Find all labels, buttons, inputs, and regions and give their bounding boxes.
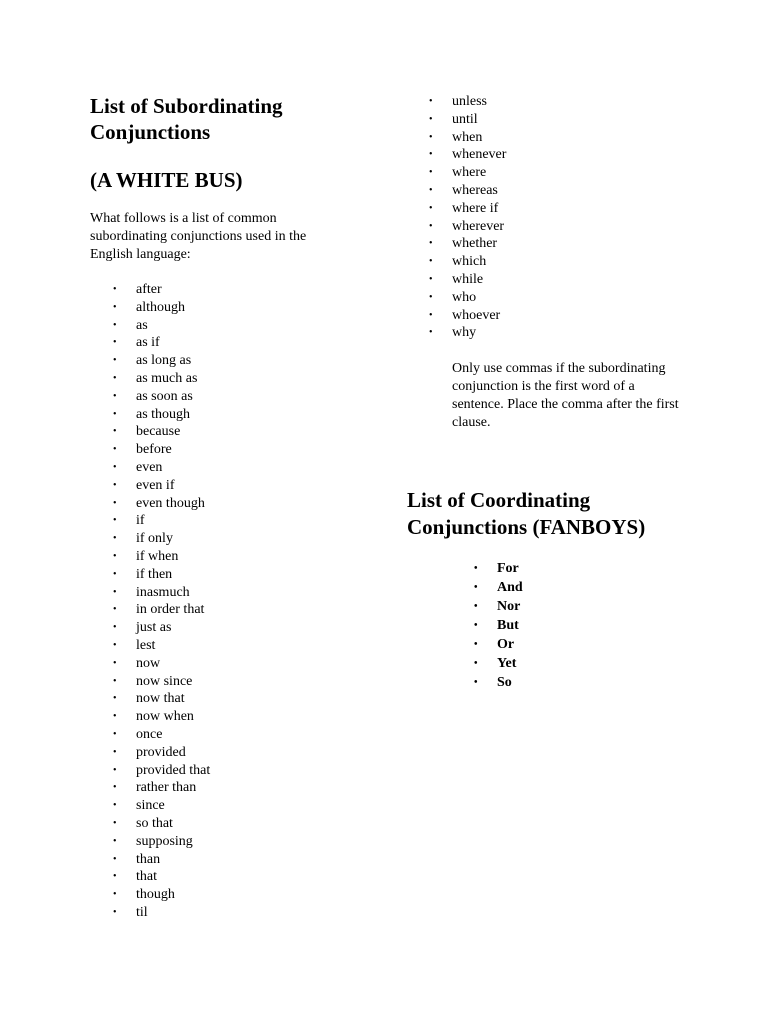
list-item: [474, 673, 523, 692]
bullet-icon: •: [113, 675, 117, 687]
list-item: [113, 904, 210, 922]
list-item: [113, 726, 210, 744]
list-item-text: wherever: [452, 218, 505, 234]
list-item-text: since: [136, 798, 165, 814]
list-item-text: once: [136, 726, 163, 742]
list-item-text: whether: [452, 236, 498, 252]
list-item: [429, 324, 506, 342]
list-item: [474, 597, 523, 616]
list-item-text: before: [136, 442, 172, 458]
comma-usage-note: Only use commas if the subordinating conjunction is the first word of a sentence. Place the comma after the first clause.: [452, 361, 679, 430]
list-item-text: whenever: [452, 147, 507, 163]
list-item-text: just as: [136, 620, 172, 636]
list-item-text: why: [452, 325, 477, 341]
list-item: [113, 584, 210, 602]
bullet-icon: •: [429, 273, 433, 285]
list-item: [113, 495, 210, 513]
list-item: [113, 388, 210, 406]
bullet-icon: •: [429, 220, 433, 232]
list-item-text: And: [497, 580, 523, 595]
list-item: [113, 762, 211, 780]
list-item-text: lest: [136, 637, 156, 653]
bullet-icon: •: [113, 622, 117, 634]
bullet-icon: •: [113, 301, 117, 313]
bullet-icon: •: [113, 800, 117, 812]
bullet-icon: •: [429, 96, 433, 107]
list-item-text: if when: [136, 548, 179, 564]
bullet-icon: •: [113, 515, 117, 527]
list-item-text: though: [136, 887, 175, 903]
list-item: [113, 406, 210, 424]
list-item: [113, 459, 210, 477]
bullet-icon: •: [474, 582, 478, 593]
bullet-icon: •: [113, 853, 117, 865]
coordinating-title: List of Coordinating Conjunctions (FANBOYS): [407, 488, 646, 539]
list-item: [474, 559, 523, 578]
list-item-text: supposing: [136, 833, 193, 849]
bullet-icon: •: [429, 238, 433, 250]
list-item: [113, 708, 210, 726]
bullet-icon: •: [113, 782, 117, 794]
list-item: [113, 334, 210, 352]
list-item: [429, 271, 506, 289]
list-item: [113, 530, 210, 548]
list-item: [113, 851, 210, 869]
list-item-text: than: [136, 851, 161, 867]
bullet-icon: •: [113, 479, 117, 491]
bullet-icon: •: [113, 497, 117, 509]
bullet-icon: •: [113, 586, 117, 598]
bullet-icon: •: [429, 202, 433, 214]
bullet-icon: •: [113, 390, 117, 402]
list-item-text: where if: [452, 200, 499, 216]
list-item-text: inasmuch: [136, 584, 190, 600]
list-item-text: where: [452, 165, 487, 181]
subordinating-list-2: [429, 93, 507, 342]
subordinating-section: [90, 93, 350, 264]
list-item-text: after: [136, 282, 162, 297]
list-item: [429, 200, 506, 218]
list-item-text: while: [452, 271, 484, 287]
subordinating-title: List of Subordinating Conjunctions: [90, 94, 283, 144]
bullet-icon: •: [113, 461, 117, 473]
list-item-text: as: [136, 317, 148, 333]
list-item-text: although: [136, 299, 185, 315]
list-item: [429, 146, 507, 164]
bullet-icon: •: [113, 728, 117, 740]
list-item-text: even: [136, 459, 163, 475]
list-item: [113, 744, 210, 762]
list-item: [429, 235, 506, 253]
list-item-text: until: [452, 111, 478, 127]
list-item: [113, 601, 210, 619]
list-item: [429, 289, 506, 307]
list-item-text: So: [497, 675, 512, 690]
list-item: [113, 797, 210, 815]
bullet-icon: •: [113, 426, 117, 438]
bullet-icon: •: [429, 309, 433, 321]
bullet-icon: •: [429, 291, 433, 303]
list-item-text: whereas: [452, 182, 498, 198]
bullet-icon: •: [113, 657, 117, 669]
bullet-icon: •: [113, 533, 117, 545]
bullet-icon: •: [113, 372, 117, 384]
list-item: [113, 423, 210, 441]
bullet-icon: •: [474, 639, 478, 650]
bullet-icon: •: [113, 639, 117, 651]
list-item-text: if only: [136, 531, 173, 547]
bullet-icon: •: [113, 889, 117, 901]
subordinating-intro: What follows is a list of common subordinating conjunctions used in the English language:: [90, 211, 307, 262]
list-item-text: Nor: [497, 599, 521, 614]
list-item: [429, 307, 506, 325]
list-item: [429, 93, 506, 111]
list-item-text: as soon as: [136, 388, 193, 404]
list-item: [474, 654, 523, 673]
bullet-icon: •: [113, 871, 117, 883]
list-item: [113, 673, 210, 691]
list-item-text: provided: [136, 744, 186, 760]
bullet-icon: •: [113, 550, 117, 562]
list-item-text: rather than: [136, 780, 197, 796]
list-item: [113, 779, 210, 797]
bullet-icon: •: [474, 677, 478, 688]
list-item-text: But: [497, 618, 519, 633]
list-item: [113, 619, 210, 637]
bullet-icon: •: [429, 131, 433, 143]
bullet-icon: •: [113, 746, 117, 758]
list-item-text: unless: [452, 94, 487, 109]
bullet-icon: •: [474, 620, 478, 631]
list-item: [113, 317, 210, 335]
list-item: [429, 218, 506, 236]
bullet-icon: •: [429, 327, 433, 339]
list-item: [113, 370, 210, 388]
bullet-icon: •: [429, 149, 433, 161]
bullet-icon: •: [474, 658, 478, 669]
list-item: [429, 253, 506, 271]
bullet-icon: •: [113, 284, 117, 295]
list-item: [113, 548, 210, 566]
bullet-icon: •: [429, 184, 433, 196]
list-item: [429, 111, 506, 129]
bullet-icon: •: [113, 444, 117, 456]
list-item: [113, 637, 210, 655]
list-item-text: if then: [136, 566, 173, 582]
bullet-icon: •: [113, 711, 117, 723]
list-item-text: even though: [136, 495, 205, 511]
bullet-icon: •: [429, 256, 433, 268]
bullet-icon: •: [113, 604, 117, 616]
list-item: [113, 441, 210, 459]
bullet-icon: •: [429, 167, 433, 179]
bullet-icon: •: [113, 319, 117, 331]
list-item: [429, 164, 506, 182]
list-item-text: if: [136, 513, 145, 529]
subordinating-subtitle: (A WHITE BUS): [90, 168, 243, 192]
list-item-text: now when: [136, 709, 194, 725]
list-item-text: Yet: [497, 656, 517, 671]
list-item-text: who: [452, 289, 477, 305]
list-item: [113, 299, 210, 317]
list-item-text: because: [136, 424, 181, 440]
bullet-icon: •: [474, 563, 478, 574]
bullet-icon: •: [113, 337, 117, 349]
bullet-icon: •: [113, 817, 117, 829]
bullet-icon: •: [113, 764, 117, 776]
list-item: [113, 281, 210, 299]
bullet-icon: •: [113, 693, 117, 705]
subordinating-list-1: [113, 281, 211, 922]
list-item: [113, 512, 210, 530]
bullet-icon: •: [429, 113, 433, 125]
bullet-icon: •: [474, 601, 478, 612]
list-item-text: Or: [497, 637, 515, 652]
list-item-text: now that: [136, 691, 185, 707]
list-item-text: til: [136, 904, 148, 920]
bullet-icon: •: [113, 906, 117, 918]
list-item: [113, 566, 210, 584]
list-item: [113, 690, 210, 708]
list-item-text: as much as: [136, 370, 198, 386]
list-item-text: that: [136, 869, 157, 885]
list-item: [113, 477, 210, 495]
list-item-text: as if: [136, 335, 160, 351]
list-item-text: For: [497, 561, 519, 576]
list-item: [113, 352, 210, 370]
list-item-text: when: [452, 129, 483, 145]
list-item: [429, 129, 506, 147]
list-item: [113, 886, 210, 904]
coordinating-list: [474, 559, 523, 692]
list-item: [474, 616, 523, 635]
list-item-text: even if: [136, 477, 175, 493]
bullet-icon: •: [113, 408, 117, 420]
list-item: [113, 868, 210, 886]
list-item: [113, 655, 210, 673]
list-item-text: whoever: [452, 307, 501, 323]
list-item: [474, 635, 523, 654]
list-item-text: in order that: [136, 602, 205, 618]
list-item-text: provided that: [136, 762, 211, 778]
list-item-text: which: [452, 254, 487, 270]
list-item-text: now since: [136, 673, 193, 689]
bullet-icon: •: [113, 355, 117, 367]
list-item-text: as though: [136, 406, 191, 422]
list-item: [474, 578, 523, 597]
bullet-icon: •: [113, 568, 117, 580]
bullet-icon: •: [113, 835, 117, 847]
list-item-text: now: [136, 655, 161, 671]
list-item: [113, 815, 210, 833]
list-item: [113, 833, 210, 851]
list-item-text: so that: [136, 815, 173, 831]
list-item: [429, 182, 506, 200]
list-item-text: as long as: [136, 353, 192, 369]
